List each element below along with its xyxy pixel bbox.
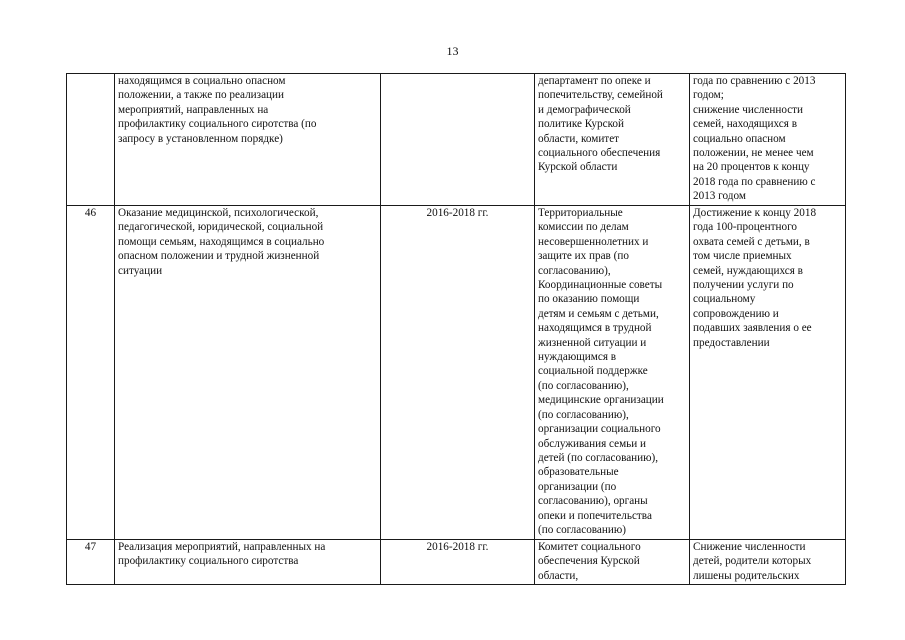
result-text-line: лишены родительских xyxy=(693,569,800,582)
executor-text-line: Курской области xyxy=(538,161,618,174)
result-text-line: года по сравнению с 2013 xyxy=(693,75,816,87)
executor-text-line: жизненной ситуации и xyxy=(538,336,647,349)
event-text-line: помощи семьям, находящимся в социально xyxy=(118,235,325,248)
result-text-line: 2013 годом xyxy=(693,190,746,203)
event-text-line: положении, а также по реализации xyxy=(118,89,285,102)
event-text-line: педагогической, юридической, социальной xyxy=(118,221,324,234)
result-text-line: года 100-процентного xyxy=(693,221,798,234)
event-text-line: запросу в установленном порядке) xyxy=(118,132,283,145)
table-row xyxy=(67,540,846,585)
row-number-cell: 47 xyxy=(67,540,115,585)
result-text-line: социально опасном xyxy=(693,132,786,145)
executor-text-line: защите их прав (по xyxy=(538,250,629,263)
result-text-line: годом; xyxy=(693,89,724,102)
result-cell xyxy=(690,206,846,540)
executor-text-line: организации социального xyxy=(538,423,661,436)
result-text-line: на 20 процентов к концу xyxy=(693,161,810,174)
executor-text-line: попечительству, семейной xyxy=(538,89,663,102)
row-number-cell: 46 xyxy=(67,206,115,540)
page-number: 13 xyxy=(446,44,459,58)
table-row xyxy=(67,206,846,540)
event-text-line: опасном положении и трудной жизненной xyxy=(118,250,320,263)
result-text-line: семей, нуждающихся в xyxy=(693,264,803,277)
executor-text-line: детям и семьям с детьми, xyxy=(538,307,659,320)
executor-text-line: находящимся в трудной xyxy=(538,322,652,335)
executor-text-line: обеспечения Курской xyxy=(538,555,640,568)
result-text-line: 2018 года по сравнению с xyxy=(693,175,816,188)
executor-text-line: (по согласованию), xyxy=(538,379,629,392)
event-cell xyxy=(115,540,381,585)
executor-text-line: Территориальные xyxy=(538,207,623,219)
result-text-line: подавших заявления о ее xyxy=(693,322,812,335)
event-text-line: профилактику социального сиротства xyxy=(118,555,299,568)
result-cell xyxy=(690,74,846,206)
table-row xyxy=(67,74,846,206)
executor-text-line: по оказанию помощи xyxy=(538,293,640,306)
event-text-line: находящимся в социально опасном xyxy=(118,75,286,87)
executor-text-line: области, комитет xyxy=(538,132,620,145)
result-text-line: Снижение численности xyxy=(693,541,806,553)
executor-cell xyxy=(535,206,690,540)
executor-text-line: нуждающимся в xyxy=(538,351,617,364)
executor-text-line: образовательные xyxy=(538,466,619,479)
executor-text-line: департамент по опеке и xyxy=(538,75,651,87)
event-text-line: мероприятий, направленных на xyxy=(118,103,269,116)
event-text-line: Реализация мероприятий, направленных на xyxy=(118,541,326,553)
result-text-line: сопровождению и xyxy=(693,307,779,320)
executor-text-line: несовершеннолетних и xyxy=(538,235,649,248)
event-text-line: профилактику социального сиротства (по xyxy=(118,118,317,131)
result-text-line: детей, родители которых xyxy=(693,555,812,568)
executor-text-line: (по согласованию) xyxy=(538,523,626,536)
event-cell xyxy=(115,206,381,540)
executor-text-line: и демографической xyxy=(538,103,631,116)
result-text-line: снижение численности xyxy=(693,103,804,116)
executor-text-line: социального обеспечения xyxy=(538,147,661,160)
term-cell: 2016-2018 гг. xyxy=(381,540,535,585)
term-cell: 2016-2018 гг. xyxy=(381,206,535,540)
executor-text-line: Комитет социального xyxy=(538,541,641,553)
executor-text-line: Координационные советы xyxy=(538,279,663,292)
executor-text-line: детей (по согласованию), xyxy=(538,451,659,464)
event-cell xyxy=(115,74,381,206)
result-text-line: получении услуги по xyxy=(693,279,794,292)
executor-text-line: организации (по xyxy=(538,480,617,493)
executor-text-line: медицинские организации xyxy=(538,394,664,407)
event-text-line: Оказание медицинской, психологической, xyxy=(118,207,319,219)
measures-table xyxy=(66,73,846,585)
executor-text-line: политике Курской xyxy=(538,118,625,131)
result-text-line: социальному xyxy=(693,293,756,306)
row-number-cell xyxy=(67,74,115,206)
executor-text-line: области, xyxy=(538,569,579,582)
executor-cell xyxy=(535,540,690,585)
result-text-line: Достижение к концу 2018 xyxy=(693,207,817,219)
result-text-line: том числе приемных xyxy=(693,250,792,263)
executor-text-line: социальной поддержке xyxy=(538,365,648,378)
result-text-line: предоставлении xyxy=(693,336,770,349)
executor-text-line: обслуживания семьи и xyxy=(538,437,647,450)
term-cell xyxy=(381,74,535,206)
result-text-line: положении, не менее чем xyxy=(693,147,814,160)
executor-text-line: согласованию), xyxy=(538,264,611,277)
executor-text-line: опеки и попечительства xyxy=(538,509,652,522)
result-text-line: семей, находящихся в xyxy=(693,118,797,131)
result-cell xyxy=(690,540,846,585)
event-text-line: ситуации xyxy=(118,264,163,277)
executor-cell xyxy=(535,74,690,206)
executor-text-line: (по согласованию), xyxy=(538,408,629,421)
executor-text-line: согласованию), органы xyxy=(538,495,648,508)
result-text-line: охвата семей с детьми, в xyxy=(693,235,810,248)
executor-text-line: комиссии по делам xyxy=(538,221,629,234)
